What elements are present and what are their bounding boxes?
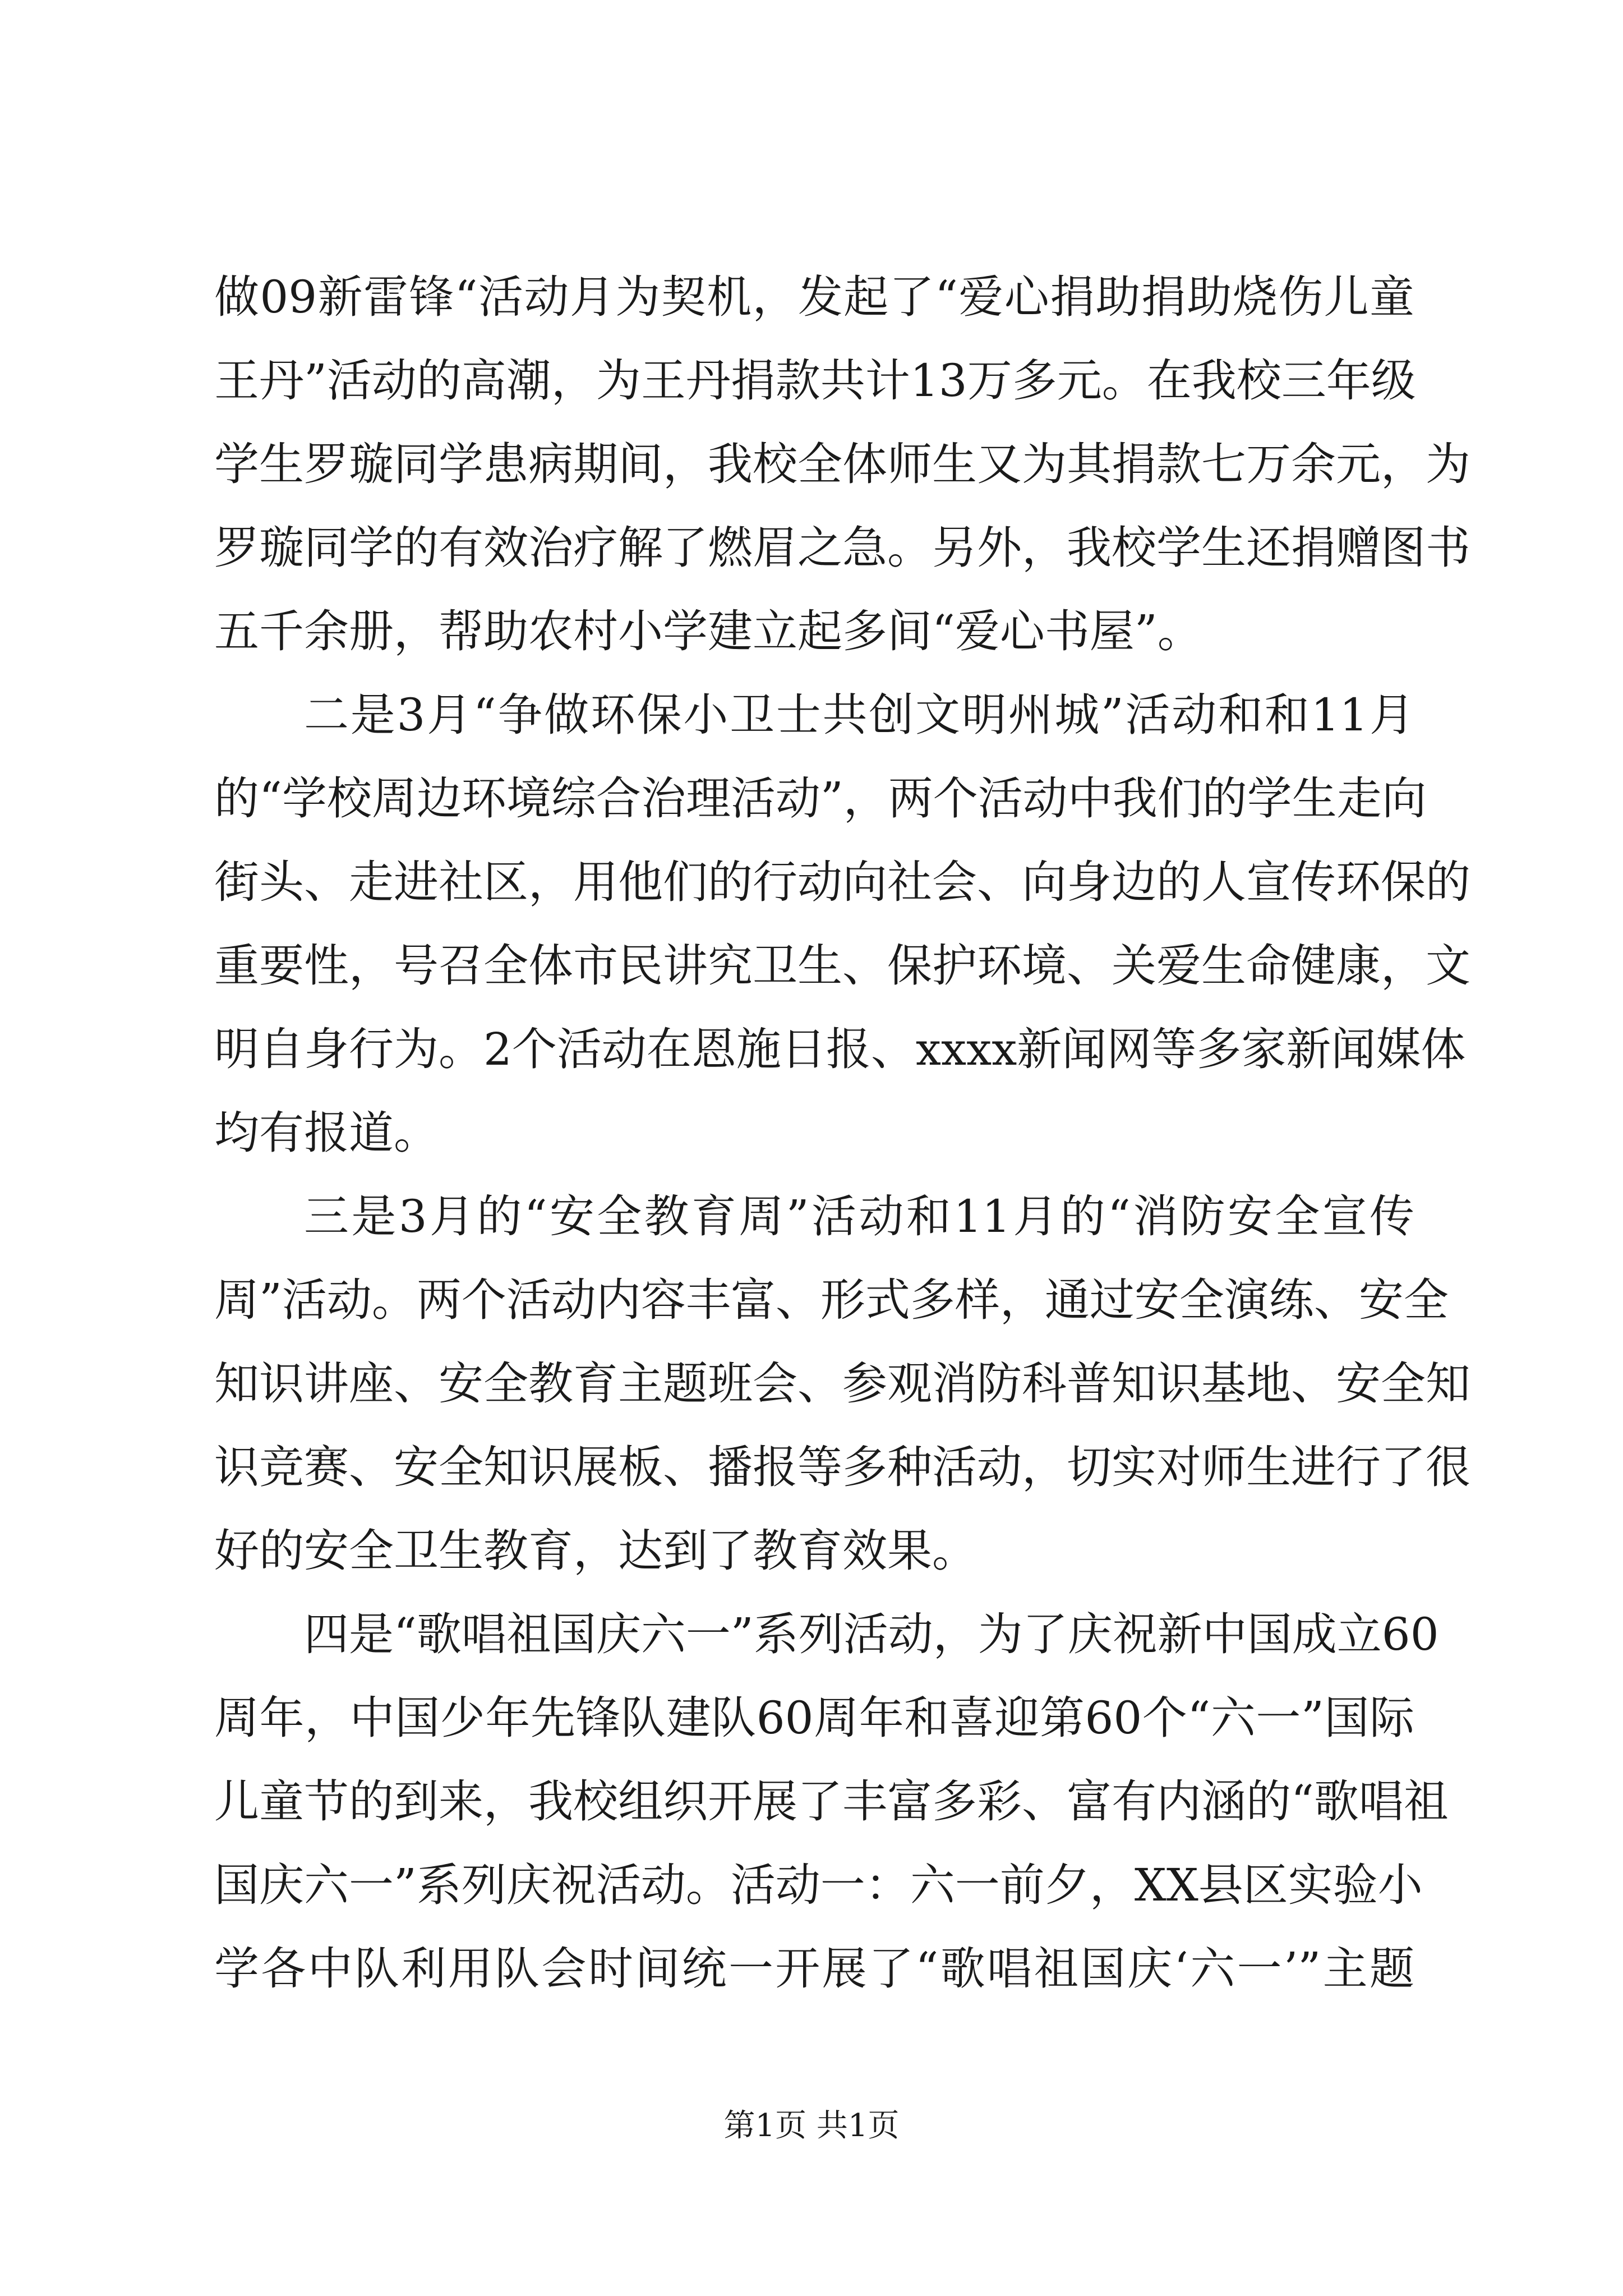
text-line: 王丹”活动的高潮，为王丹捐款共计13万多元。在我校三年级	[214, 355, 1416, 407]
text-line: 学各中队利用队会时间统一开展了“歌唱祖国庆‘六一’”主题	[214, 1943, 1414, 1995]
text-line: 街头、走进社区，用他们的行动向社会、向身边的人宣传环保的	[214, 856, 1470, 908]
text-line: 儿童节的到来，我校组织开展了丰富多彩、富有内涵的“歌唱祖	[214, 1775, 1449, 1828]
text-line: 五千余册，帮助农村小学建立起多间“爱心书屋”。	[214, 605, 1202, 657]
text-line: 识竞赛、安全知识展板、播报等多种活动，切实对师生进行了很	[214, 1441, 1470, 1493]
document-body	[214, 255, 1470, 2010]
paragraph-start-line: 四是“歌唱祖国庆六一”系列活动，为了庆祝新中国成立60	[304, 1608, 1439, 1660]
text-line: 重要性，号召全体市民讲究卫生、保护环境、关爱生命健康，文	[214, 940, 1470, 992]
text-line: 周年，中国少年先锋队建队60周年和喜迎第60个“六一”国际	[214, 1692, 1414, 1744]
page-number: 第1页 共1页	[723, 2108, 900, 2144]
text-line: 国庆六一”系列庆祝活动。活动一：六一前夕，XX县区实验小	[214, 1859, 1423, 1911]
text-line: 明自身行为。2个活动在恩施日报、xxxx新闻网等多家新闻媒体	[214, 1023, 1466, 1075]
paragraph-start-line: 二是3月“争做环保小卫士共创文明州城”活动和和11月	[304, 689, 1414, 741]
text-line: 均有报道。	[214, 1107, 439, 1159]
text-line: 好的安全卫生教育，达到了教育效果。	[214, 1525, 977, 1577]
text-line: 周”活动。两个活动内容丰富、形式多样，通过安全演练、安全	[214, 1274, 1449, 1326]
text-line: 做09新雷锋“活动月为契机，发起了“爱心捐助捐助烧伤儿童	[214, 271, 1414, 323]
text-line: 学生罗璇同学患病期间，我校全体师生又为其捐款七万余元，为	[214, 438, 1470, 490]
text-line: 罗璇同学的有效治疗解了燃眉之急。另外，我校学生还捐赠图书	[214, 522, 1470, 574]
paragraph-start-line: 三是3月的“安全教育周”活动和11月的“消防安全宣传	[304, 1190, 1414, 1243]
text-line: 的“学校周边环境综合治理活动”，两个活动中我们的学生走向	[214, 772, 1427, 825]
text-line: 知识讲座、安全教育主题班会、参观消防科普知识基地、安全知	[214, 1358, 1470, 1410]
page-footer	[0, 2106, 1623, 2146]
